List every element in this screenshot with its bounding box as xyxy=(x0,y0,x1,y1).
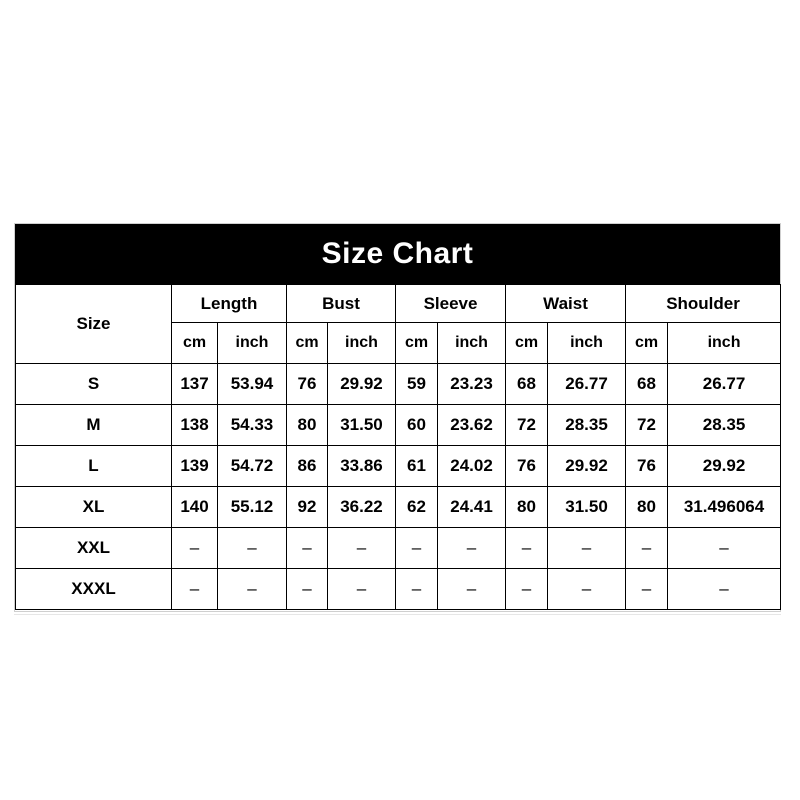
value-cell: 24.41 xyxy=(438,487,506,528)
value-cell: 54.33 xyxy=(218,405,287,446)
table-row xyxy=(16,487,781,528)
group-header-length: Length xyxy=(172,285,287,323)
value-cell: – xyxy=(218,569,287,610)
value-cell: 68 xyxy=(626,364,668,405)
value-cell: – xyxy=(172,528,218,569)
value-cell: 76 xyxy=(506,446,548,487)
value-cell: – xyxy=(506,569,548,610)
value-cell: – xyxy=(328,528,396,569)
value-cell: 140 xyxy=(172,487,218,528)
value-cell: 92 xyxy=(287,487,328,528)
value-cell: 33.86 xyxy=(328,446,396,487)
value-cell: 29.92 xyxy=(328,364,396,405)
value-cell: 61 xyxy=(396,446,438,487)
size-cell: XL xyxy=(16,487,172,528)
value-cell: 31.50 xyxy=(328,405,396,446)
unit-cell: cm xyxy=(506,323,548,364)
size-chart-frame xyxy=(14,223,781,612)
value-cell: – xyxy=(328,569,396,610)
value-cell: 31.50 xyxy=(548,487,626,528)
value-cell: – xyxy=(172,569,218,610)
group-header-waist: Waist xyxy=(506,285,626,323)
table-row xyxy=(16,446,781,487)
value-cell: 72 xyxy=(506,405,548,446)
value-cell: 28.35 xyxy=(548,405,626,446)
table-row xyxy=(16,528,781,569)
value-cell: 23.62 xyxy=(438,405,506,446)
value-cell: – xyxy=(668,528,781,569)
value-cell: – xyxy=(548,528,626,569)
value-cell: – xyxy=(396,528,438,569)
size-cell: XXXL xyxy=(16,569,172,610)
value-cell: 76 xyxy=(626,446,668,487)
value-cell: 26.77 xyxy=(548,364,626,405)
table-row xyxy=(16,569,781,610)
size-cell: L xyxy=(16,446,172,487)
group-header-shoulder: Shoulder xyxy=(626,285,781,323)
value-cell: 76 xyxy=(287,364,328,405)
size-header-cell: Size xyxy=(16,285,172,364)
value-cell: 36.22 xyxy=(328,487,396,528)
table-row xyxy=(16,405,781,446)
value-cell: 72 xyxy=(626,405,668,446)
table-row xyxy=(16,364,781,405)
value-cell: – xyxy=(626,569,668,610)
unit-cell: cm xyxy=(396,323,438,364)
group-header-row xyxy=(16,285,781,323)
size-cell: S xyxy=(16,364,172,405)
unit-cell: cm xyxy=(287,323,328,364)
value-cell: 26.77 xyxy=(668,364,781,405)
size-cell: M xyxy=(16,405,172,446)
unit-cell: cm xyxy=(172,323,218,364)
value-cell: 68 xyxy=(506,364,548,405)
value-cell: – xyxy=(218,528,287,569)
unit-cell: inch xyxy=(328,323,396,364)
unit-cell: inch xyxy=(668,323,781,364)
value-cell: 53.94 xyxy=(218,364,287,405)
value-cell: 80 xyxy=(287,405,328,446)
value-cell: 31.496064 xyxy=(668,487,781,528)
value-cell: 29.92 xyxy=(548,446,626,487)
value-cell: 55.12 xyxy=(218,487,287,528)
group-header-sleeve: Sleeve xyxy=(396,285,506,323)
value-cell: 28.35 xyxy=(668,405,781,446)
unit-cell: inch xyxy=(438,323,506,364)
value-cell: – xyxy=(287,569,328,610)
value-cell: 80 xyxy=(626,487,668,528)
size-chart-table xyxy=(15,284,781,610)
value-cell: 29.92 xyxy=(668,446,781,487)
value-cell: – xyxy=(438,528,506,569)
value-cell: 137 xyxy=(172,364,218,405)
unit-cell: cm xyxy=(626,323,668,364)
value-cell: 86 xyxy=(287,446,328,487)
value-cell: 80 xyxy=(506,487,548,528)
value-cell: – xyxy=(287,528,328,569)
value-cell: 54.72 xyxy=(218,446,287,487)
value-cell: 139 xyxy=(172,446,218,487)
unit-cell: inch xyxy=(548,323,626,364)
value-cell: – xyxy=(506,528,548,569)
value-cell: – xyxy=(548,569,626,610)
value-cell: – xyxy=(438,569,506,610)
value-cell: 23.23 xyxy=(438,364,506,405)
value-cell: – xyxy=(396,569,438,610)
unit-cell: inch xyxy=(218,323,287,364)
value-cell: – xyxy=(668,569,781,610)
size-cell: XXL xyxy=(16,528,172,569)
value-cell: 60 xyxy=(396,405,438,446)
value-cell: 138 xyxy=(172,405,218,446)
value-cell: – xyxy=(626,528,668,569)
value-cell: 62 xyxy=(396,487,438,528)
value-cell: 24.02 xyxy=(438,446,506,487)
size-chart-title: Size Chart xyxy=(15,224,780,284)
value-cell: 59 xyxy=(396,364,438,405)
bottom-divider xyxy=(14,614,781,615)
group-header-bust: Bust xyxy=(287,285,396,323)
